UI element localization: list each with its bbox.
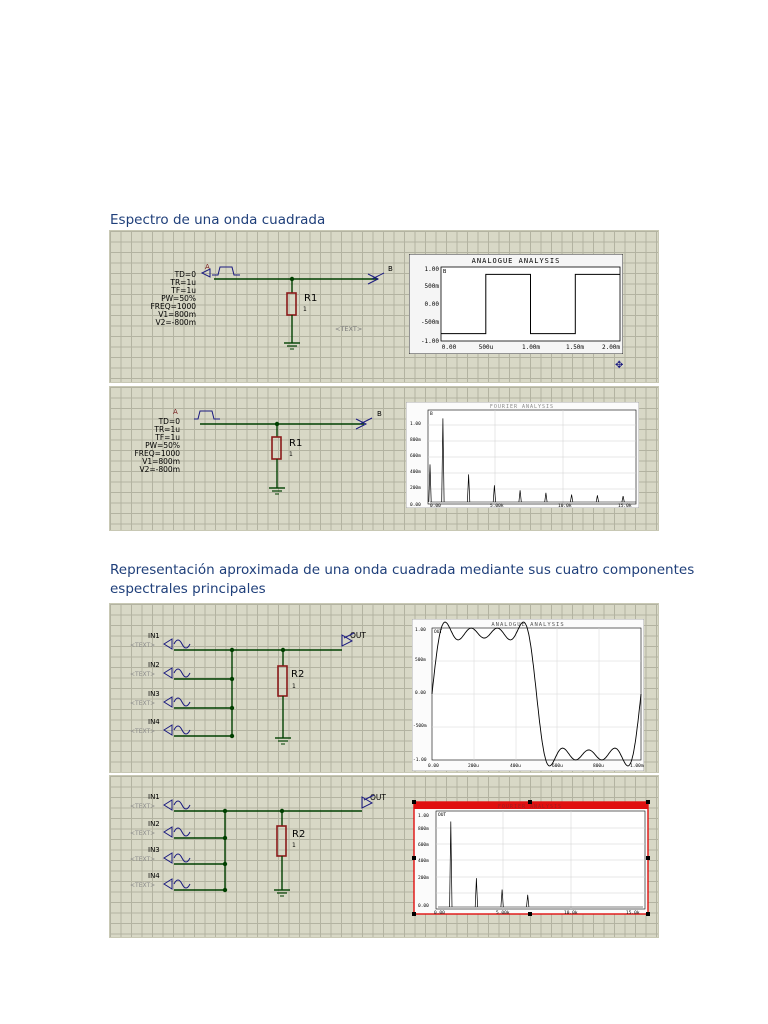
resistor-value: 1 bbox=[292, 842, 296, 849]
input-terminal-icon bbox=[164, 725, 172, 735]
graph-title: FOURIER ANALYSIS bbox=[489, 404, 555, 410]
sine-source-icon bbox=[174, 669, 190, 677]
x-tick: 0.00 bbox=[428, 764, 439, 769]
fourier-graph-2[interactable] bbox=[412, 800, 652, 918]
x-tick: 600u bbox=[552, 764, 563, 769]
text-placeholder: <TEXT> bbox=[335, 325, 363, 333]
x-tick: 15.0k bbox=[626, 911, 640, 916]
input-label: IN4 bbox=[148, 718, 160, 726]
y-tick: 1.00 bbox=[410, 422, 421, 427]
input-in3[interactable] bbox=[130, 846, 227, 866]
junction-dot bbox=[230, 648, 234, 652]
y-tick: 1.00 bbox=[424, 266, 439, 273]
x-tick: 10.0k bbox=[558, 504, 572, 508]
sine-source-icon bbox=[174, 640, 190, 648]
x-tick: 200u bbox=[468, 764, 479, 769]
y-tick: 600m bbox=[410, 454, 421, 459]
junction-dot bbox=[223, 862, 227, 866]
x-tick: 800u bbox=[593, 764, 604, 769]
y-tick: 200m bbox=[418, 876, 429, 881]
node-a-label: A bbox=[205, 263, 210, 271]
x-tick: 0.00 bbox=[441, 344, 457, 351]
input-in4[interactable] bbox=[130, 718, 234, 738]
input-terminal-icon bbox=[164, 853, 172, 863]
resistor-value: 1 bbox=[289, 451, 293, 458]
x-tick: 10.0k bbox=[564, 911, 578, 916]
schematic-panel-3[interactable] bbox=[109, 603, 659, 773]
input-text-placeholder: <TEXT> bbox=[130, 700, 156, 707]
resistor-name: R2 bbox=[292, 829, 306, 840]
input-label: IN3 bbox=[148, 846, 160, 854]
move-cursor-icon: ✥ bbox=[615, 360, 624, 371]
param-line: TR=1u bbox=[154, 425, 180, 434]
sine-source-icon bbox=[174, 854, 190, 862]
input-text-placeholder: <TEXT> bbox=[130, 830, 156, 837]
x-tick: 400u bbox=[510, 764, 521, 769]
param-line: V1=800m bbox=[158, 310, 196, 319]
input-in3[interactable] bbox=[130, 690, 234, 710]
resistor-r2-icon[interactable] bbox=[278, 666, 287, 696]
input-terminal-icon bbox=[164, 697, 172, 707]
y-tick: 800m bbox=[410, 438, 421, 443]
input-in2[interactable] bbox=[130, 820, 227, 840]
x-tick: 0.00 bbox=[430, 504, 441, 508]
source-params-1 bbox=[150, 270, 196, 327]
param-line: PW=50% bbox=[161, 294, 196, 303]
resistor-name: R2 bbox=[291, 669, 305, 680]
trace-label: OUT bbox=[434, 630, 443, 635]
y-tick: 1.00 bbox=[415, 628, 426, 633]
resistor-r1-icon[interactable] bbox=[287, 293, 296, 315]
param-line: TD=0 bbox=[158, 417, 180, 426]
input-label: IN2 bbox=[148, 661, 160, 669]
y-tick: -1.00 bbox=[413, 758, 427, 763]
x-tick: 1.50m bbox=[565, 344, 585, 351]
trace-label: OUT bbox=[438, 813, 447, 818]
fourier-graph-1[interactable] bbox=[406, 402, 639, 508]
junction-dot bbox=[230, 706, 234, 710]
resistor-name: R1 bbox=[289, 438, 303, 449]
trace-label: B bbox=[430, 412, 433, 417]
graph-title: ANALOGUE ANALYSIS bbox=[471, 257, 561, 265]
schematic-panel-1[interactable] bbox=[109, 230, 659, 383]
out-label: OUT bbox=[350, 631, 366, 640]
param-line: TR=1u bbox=[170, 278, 196, 287]
input-in4[interactable] bbox=[130, 872, 227, 892]
input-label: IN1 bbox=[148, 793, 160, 801]
junction-dot bbox=[223, 809, 227, 813]
y-tick: 600m bbox=[418, 843, 429, 848]
node-b-label: B bbox=[377, 410, 382, 418]
junction-dot bbox=[230, 734, 234, 738]
resistor-r2-icon[interactable] bbox=[277, 826, 286, 856]
x-tick: 500u bbox=[478, 344, 494, 351]
source-params-2 bbox=[134, 417, 180, 474]
out-label: OUT bbox=[370, 793, 386, 802]
sine-source-icon bbox=[174, 880, 190, 888]
y-tick: 500m bbox=[415, 658, 426, 663]
y-tick: 800m bbox=[418, 827, 429, 832]
param-line: TF=1u bbox=[155, 433, 180, 442]
param-line: V2=-800m bbox=[155, 318, 196, 327]
resistor-r1-icon[interactable] bbox=[272, 437, 281, 459]
input-terminal-icon bbox=[164, 800, 172, 810]
input-label: IN1 bbox=[148, 632, 160, 640]
param-line: FREQ=1000 bbox=[150, 302, 196, 311]
input-terminal-icon bbox=[164, 668, 172, 678]
param-line: TF=1u bbox=[171, 286, 196, 295]
pulse-generator-icon[interactable] bbox=[212, 267, 240, 275]
resistor-value: 1 bbox=[303, 306, 307, 313]
schematic-panel-4[interactable] bbox=[109, 775, 659, 938]
x-tick: 5.00k bbox=[490, 504, 504, 508]
input-label: IN2 bbox=[148, 820, 160, 828]
y-tick: 400m bbox=[410, 470, 421, 475]
param-line: PW=50% bbox=[145, 441, 180, 450]
y-tick: -500m bbox=[420, 319, 439, 326]
section2-heading bbox=[110, 561, 694, 599]
input-label: IN3 bbox=[148, 690, 160, 698]
x-tick: 1.00m bbox=[521, 344, 541, 351]
sine-source-icon bbox=[174, 828, 190, 836]
param-line: FREQ=1000 bbox=[134, 449, 180, 458]
resistor-value: 1 bbox=[292, 683, 296, 690]
sine-source-icon bbox=[174, 801, 190, 809]
input-in2[interactable] bbox=[130, 661, 234, 681]
junction-dot bbox=[223, 836, 227, 840]
x-tick: 1.00m bbox=[630, 764, 644, 769]
y-tick: 0.00 bbox=[418, 904, 429, 909]
analogue-graph-2[interactable] bbox=[412, 619, 644, 771]
node-a-label: A bbox=[173, 408, 178, 416]
y-tick: 0.00 bbox=[415, 691, 426, 696]
schematic-panel-2[interactable] bbox=[109, 386, 659, 531]
pulse-generator-icon[interactable] bbox=[194, 411, 220, 419]
y-tick: 200m bbox=[410, 486, 421, 491]
y-tick: 400m bbox=[418, 859, 429, 864]
junction-dot bbox=[223, 888, 227, 892]
junction-dot bbox=[230, 677, 234, 681]
y-tick: 0.00 bbox=[410, 503, 421, 508]
input-terminal-icon bbox=[164, 827, 172, 837]
input-text-placeholder: <TEXT> bbox=[130, 856, 156, 863]
section1-heading: Espectro de una onda cuadrada bbox=[110, 212, 326, 228]
section2-heading-line2: espectrales principales bbox=[110, 581, 266, 597]
x-tick: 5.00k bbox=[496, 911, 510, 916]
graph-title: ANALOGUE ANALYSIS bbox=[491, 622, 565, 628]
input-label: IN4 bbox=[148, 872, 160, 880]
graph-title: FOURIER ANALYSIS bbox=[497, 804, 563, 810]
input-text-placeholder: <TEXT> bbox=[130, 803, 156, 810]
section2-heading-line1: Representación aproximada de una onda cuadrada mediante sus cuatro componentes bbox=[110, 562, 695, 578]
x-tick: 0.00 bbox=[434, 911, 445, 916]
param-line: TD=0 bbox=[174, 270, 196, 279]
sine-source-icon bbox=[174, 698, 190, 706]
input-text-placeholder: <TEXT> bbox=[130, 642, 156, 649]
y-tick: 500m bbox=[424, 283, 439, 290]
input-text-placeholder: <TEXT> bbox=[130, 882, 156, 889]
param-line: V1=800m bbox=[142, 457, 180, 466]
input-in1[interactable] bbox=[130, 793, 227, 813]
sine-source-icon bbox=[174, 726, 190, 734]
y-tick: -1.00 bbox=[420, 338, 439, 345]
y-tick: 1.00 bbox=[418, 814, 429, 819]
input-text-placeholder: <TEXT> bbox=[130, 728, 156, 735]
y-tick: -500m bbox=[413, 724, 427, 729]
input-terminal-icon bbox=[164, 879, 172, 889]
y-tick: 0.00 bbox=[424, 301, 439, 308]
resistor-name: R1 bbox=[304, 293, 318, 304]
input-terminal-icon bbox=[164, 639, 172, 649]
x-tick: 2.00m bbox=[601, 344, 621, 351]
param-line: V2=-800m bbox=[139, 465, 180, 474]
trace-label: B bbox=[443, 269, 447, 275]
x-tick: 15.0k bbox=[618, 504, 632, 508]
analogue-graph-1[interactable] bbox=[409, 254, 623, 354]
input-in1[interactable] bbox=[130, 632, 234, 652]
node-b-label: B bbox=[388, 265, 393, 273]
input-text-placeholder: <TEXT> bbox=[130, 671, 156, 678]
